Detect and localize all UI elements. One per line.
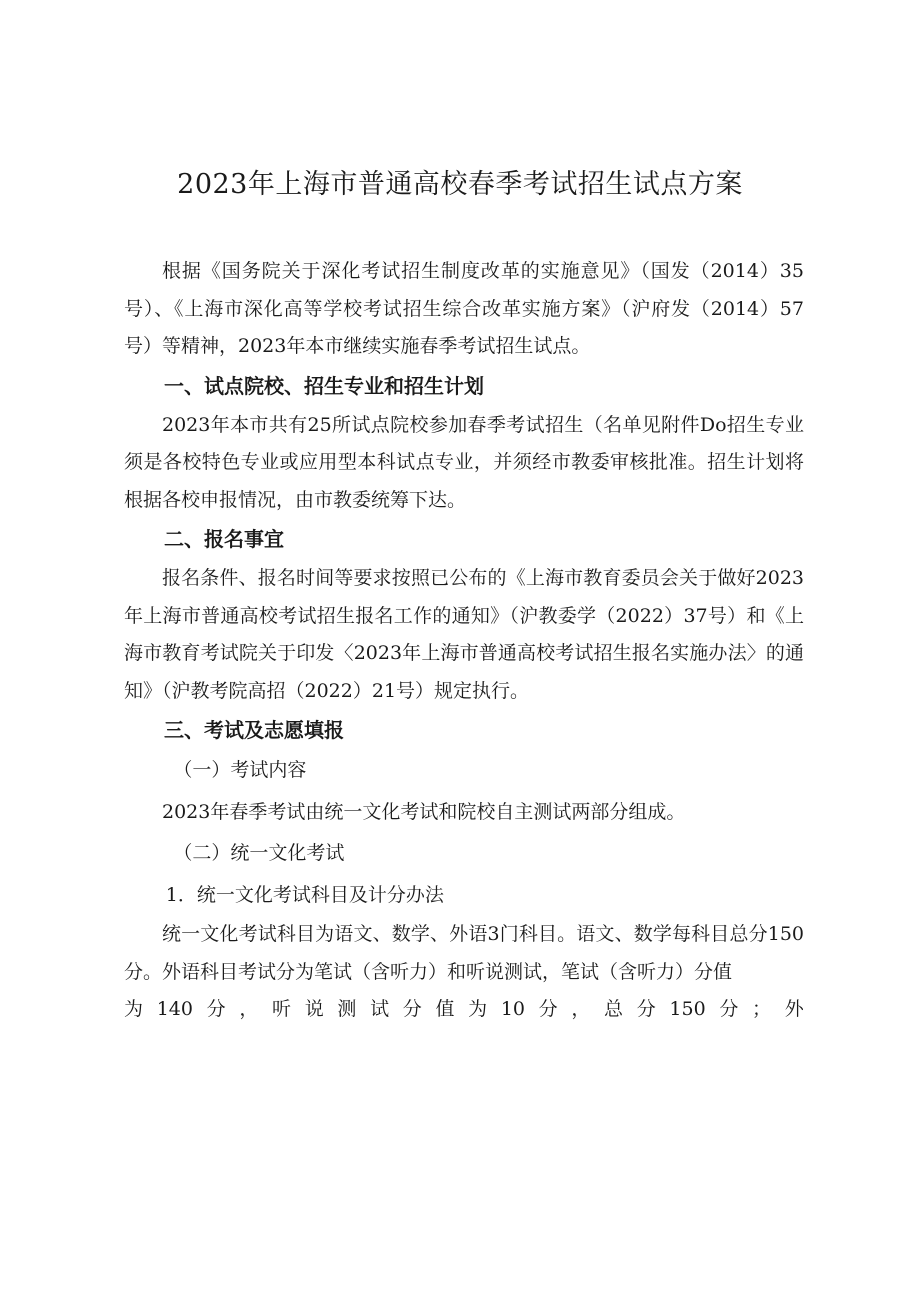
section-1-paragraph: 2023年本市共有25所试点院校参加春季考试招生（名单见附件Do招生专业须是各校特色专业或应用型本科试点专业，并须经市教委审核批准。招生计划将根据各校申报情况，由市教委统筹下达。 [124, 413, 804, 511]
last-line-token: 为 [124, 998, 144, 1020]
intro-paragraph: 根据《国务院关于深化考试招生制度改革的实施意见》（国发（2014）35号）、《上海市深化高等学校考试招生综合改革实施方案》（沪府发（2014）57号）等精神，2023年本市继续实施春季考试招生试点。 [124, 260, 804, 357]
last-line-token: 总 [604, 998, 624, 1020]
last-line-token: 分 [206, 998, 226, 1020]
section-heading-3: 三、考试及志愿填报 [164, 718, 344, 742]
document-body [124, 253, 804, 1029]
last-line-token: ， [571, 998, 591, 1020]
item-1-last-line [124, 991, 804, 1029]
subsection-heading-2: （二）统一文化考试 [173, 842, 345, 864]
last-line-token: 为 [468, 998, 488, 1020]
last-line-token: ； [752, 998, 772, 1020]
last-line-token: 分 [538, 998, 558, 1020]
section-heading-1: 一、试点院校、招生专业和招生计划 [164, 373, 484, 398]
last-line-token: 试 [370, 998, 390, 1020]
last-line-token: 分 [719, 998, 739, 1020]
last-line-token: 说 [304, 998, 324, 1020]
last-line-token: 150 [669, 998, 706, 1020]
last-line-token: 10 [500, 998, 525, 1020]
item-1-paragraph: 统一文化考试科目为语文、数学、外语3门科目。语文、数学每科目总分150分。外语科目考试分为笔试（含听力）和听说测试，笔试（含听力）分值 [124, 923, 804, 983]
last-line-token: 分 [402, 998, 422, 1020]
page-title: 2023年上海市普通高校春季考试招生试点方案 [177, 169, 743, 200]
last-line-token: 听 [272, 998, 292, 1020]
subsection-heading-1: （一）考试内容 [173, 759, 307, 781]
subsection-1-paragraph: 2023年春季考试由统一文化考试和院校自主测试两部分组成。 [162, 800, 686, 823]
last-line-token: 值 [435, 998, 455, 1020]
item-heading-1: 1．统一文化考试科目及计分办法 [165, 883, 444, 906]
last-line-token: ， [239, 998, 259, 1020]
section-2-paragraph: 报名条件、报名时间等要求按照已公布的《上海市教育委员会关于做好2023年上海市普通高校考试招生报名工作的通知》（沪教委学（2022）37号）和《上海市教育考试院关于印发〈2023年上海市普通高校考试招生报名实施办法〉的通知》（沪教考院高招（2022）21号）规定执行。 [124, 567, 804, 702]
section-heading-2: 二、报名事宜 [164, 527, 284, 551]
last-line-token: 140 [156, 998, 193, 1020]
last-line-token: 分 [636, 998, 656, 1020]
last-line-token: 测 [337, 998, 357, 1020]
last-line-token: 外 [784, 998, 804, 1020]
